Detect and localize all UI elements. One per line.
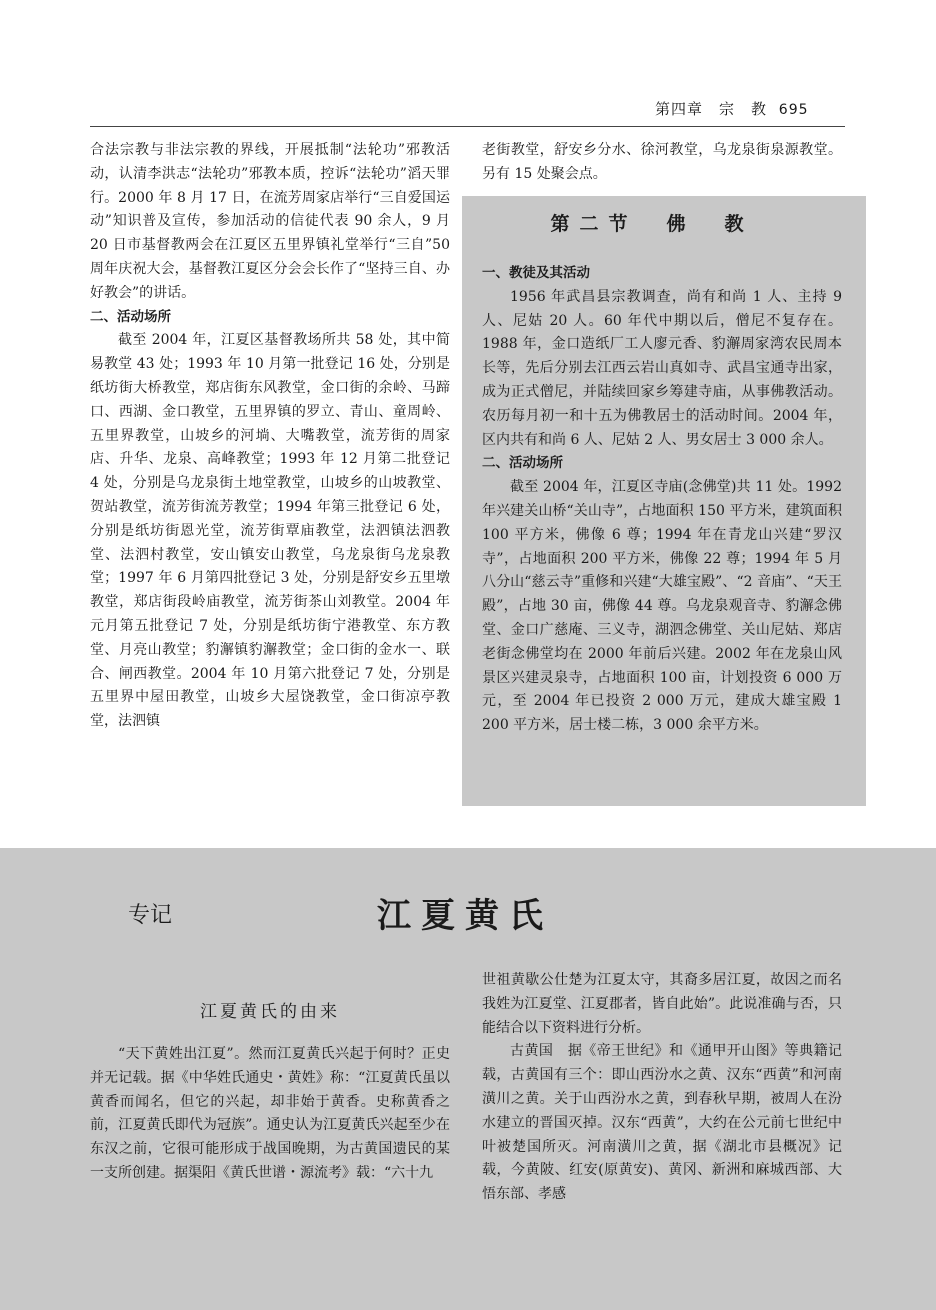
- right-column-top: [482, 139, 842, 187]
- section-heading: 二、活动场所: [482, 455, 563, 472]
- page-number: 695: [778, 102, 809, 118]
- paragraph: 截至 2004 年，江夏区寺庙(念佛堂)共 11 处。1992 年兴建关山桥“关山寺”，占地面积 150 平方米，建筑面积 100 平方米，佛像 6 尊；1994 年在青龙山兴建“罗汉寺”，占地面积 200 平方米，佛像 22 尊；1994 年 5 月八分山“慈云寺”重修和兴建“大雄宝殿”、“2 音庙”、“天王殿”，占地 30 亩，佛像 44 尊。乌龙泉观音寺、豹澥念佛堂、金口广慈庵、三义寺，湖泗念佛堂、关山尼姑、郑店老街念佛堂均在 2000 年前后兴建。2002 年在龙泉山风景区兴建灵泉寺，占地面积 100 亩，计划投资 6 000 万元，至 2004 年已投资 2 000 万元，建成大雄宝殿 1 200 平方米，居士楼二栋，3 000 余平方米。: [482, 479, 842, 734]
- paragraph: 世祖黄歇公仕楚为江夏太守，其裔多居江夏，故因之而名我姓为江夏堂、江夏郡者，皆自此始”。此说准确与否，只能结合以下资料进行分析。: [482, 972, 842, 1036]
- buddhism-column: [482, 262, 842, 738]
- section-heading: 二、活动场所: [90, 308, 171, 325]
- page-header: [655, 98, 845, 119]
- paragraph-text: 据《帝王世纪》和《通甲开山图》等典籍记载，古黄国有三个：即山西汾水之黄、汉东“西黄”和河南潢川之黄。关于山西汾水之黄，到春秋早期，被周人在汾水建立的晋国灭掉。汉东“西黄”，大约在公元前七世纪中叶被楚国所灭。河南潢川之黄，据《湖北市县概况》记载，今黄陂、红安(原黄安)、黄冈、新洲和麻城西部、大悟东部、孝感: [482, 1043, 843, 1203]
- paragraph: 老街教堂，舒安乡分水、徐河教堂，乌龙泉街泉源教堂。另有 15 处聚会点。: [482, 142, 842, 182]
- special-left-column: [90, 1043, 450, 1186]
- paragraph: 合法宗教与非法宗教的界线，开展抵制“法轮功”邪教活动，认清李洪志“法轮功”邪教本质，控诉“法轮功”滔天罪行。2000 年 8 月 17 日，在流芳周家店举行“三自爱国运动”知识普及宣传，参加活动的信徒代表 90 余人，9 月 20 日市基督教两会在江夏区五里界镇礼堂举行“三自”50 周年庆祝大会，基督教江夏区分会会长作了“坚持三自、办好教会”的讲话。: [90, 142, 450, 301]
- left-column: [90, 139, 450, 734]
- paragraph: [482, 1040, 842, 1207]
- special-record-subtitle: 江夏黄氏的由来: [200, 1002, 340, 1022]
- chapter-title: 第四章 宗 教: [655, 100, 768, 118]
- special-record-label: 专记: [128, 903, 173, 928]
- header-rule: [90, 126, 845, 127]
- paragraph: 1956 年武昌县宗教调查，尚有和尚 1 人、主持 9 人、尼姑 20 人。60 年代中期以后，僧尼不复存在。1988 年，金口造纸厂工人廖元香、豹澥周家湾农民周本长等，先后分别去江西云岩山真如寺、武昌宝通寺出家，成为正式僧尼，并陆续回家乡筹建寺庙，从事佛教活动。农历每月初一和十五为佛教居士的活动时间。2004 年，区内共有和尚 6 人、尼姑 2 人、男女居士 3 000 余人。: [482, 288, 842, 448]
- paragraph: “天下黄姓出江夏”。然而江夏黄氏兴起于何时？正史并无记载。据《中华姓氏通史・黄姓》称：“江夏黄氏虽以黄香而闻名，但它的兴起，却非始于黄香。史称黄香之前，江夏黄氏即代为冠族”。通史认为江夏黄氏兴起至少在东汉之前，它很可能形成于战国晚期，为古黄国遗民的某一支所创建。据渠阳《黄氏世谱・源流考》载：“六十九: [90, 1046, 450, 1181]
- special-record-title: 江夏黄氏: [377, 896, 553, 936]
- section-title: 第二节 佛 教: [550, 213, 754, 235]
- subsection-lead: 古黄国: [510, 1043, 554, 1060]
- special-right-column: [482, 969, 842, 1207]
- section-heading: 一、教徒及其活动: [482, 265, 590, 281]
- paragraph: 截至 2004 年，江夏区基督教场所共 58 处，其中简易教堂 43 处；1993 年 10 月第一批登记 16 处，分别是纸坊街大桥教堂，郑店街东风教堂，金口街的余岭、马蹄口、西湖、金口教堂，五里界镇的罗立、青山、童周岭、五里界教堂，山坡乡的河埫、大嘴教堂，流芳街的周家店、升华、龙泉、高峰教堂；1993 年 12 月第二批登记 4 处，分别是乌龙泉街土地堂教堂，山坡乡的山坡教堂、贺站教堂，流芳街流芳教堂；1994 年第三批登记 6 处，分别是纸坊街恩光堂，流芳街覃庙教堂，法泗镇法泗教堂、法泗村教堂，安山镇安山教堂，乌龙泉街乌龙泉教堂；1997 年 6 月第四批登记 3 处，分别是舒安乡五里墩教堂，郑店街段岭庙教堂，流芳街茶山刘教堂。2004 年元月第五批登记 7 处，分别是纸坊街宁港教堂、东方教堂、月亮山教堂；豹澥镇豹澥教堂；金口街的金水一、联合、闸西教堂。2004 年 10 月第六批登记 7 处，分别是五里界中屋田教堂，山坡乡大屋饶教堂，金口街凉亭教堂，法泗镇: [90, 332, 450, 730]
